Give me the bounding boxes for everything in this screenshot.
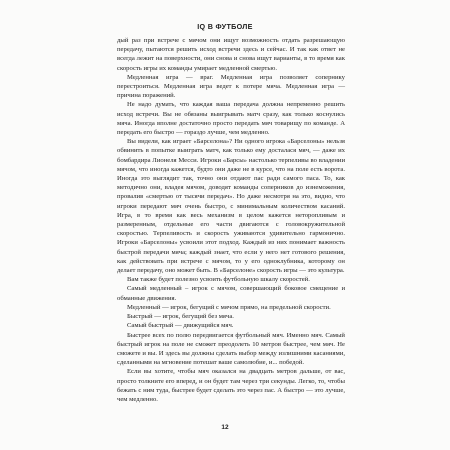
paragraph: дый раз при встрече с мячом они ищут возможность отдать разрешающую передачу, пытаются решить исход встречи здесь и сейчас. И так как ответ не всегда лежит на поверхности, они снова и снова ищут варианты, в то время как скорость игры их команды умирает медленной смертью. xyxy=(117,37,345,72)
paragraph: Вы видели, как играет «Барселона»? Ни одного игрока «Барселоны» нельзя обвинить в попытке выиграть матч, как только ему досталася мяч, — даже их бомбардира Лионеля Месси. Игроки «Барсы» настолько терпеливы во владении мячом, что иногда кажется, будто они даже не в курсе, что на поле есть ворота. Иногда это выглядит так, точно они отдают пас ради самого паса. То, как методично они, владея мячом, доводят команды соперников до изнеможения, провалив «смертью от тысячи передач». Но даже несмотря на это, видно, что игроки передают мяч очень быстро, с минимальным количеством касаний. Игра, в то время как весь механизм в целом кажется неторопливым и размеренным, отдельные его части двигаются с головокружительной скоростью. Терпеливость и скорость уживаются удивительно гармонично. Игроки «Барселоны» усвоили этот подход. Каждый из них понимает важность быстрой передачи мяча; каждый знает, что если у него нет готового решения, как действовать при встрече с мячом, то у его одноклубника, которому он делает передачу, оно может быть. В «Барселоне» скорость игры — это культура. xyxy=(117,138,345,275)
body-text xyxy=(117,36,345,404)
page-number: 12 xyxy=(221,424,229,431)
paragraph: Не надо думать, что каждая ваша передача должна непременно решить исход встречи. Вы не обязаны выигрывать матч сразу, как только коснулись мяча. Иногда вполне достаточно просто передать мяч товарищу по команде. А передать его быстро — гораздо лучше, чем медленно. xyxy=(117,101,345,137)
paragraph: Быстрее всех по полю передвигается футбольный мяч. Именно мяч. Самый быстрый игрок на поле не сможет преодолеть 10 метров быстрее, чем мяч. Не сможете и вы. И здесь вы должны сделать выбор между излишними касаниями, сделанными на мгновение потешат ваше самолюбие, и... победой. xyxy=(117,331,345,367)
paragraph: Быстрый — игрок, бегущий без мяча. xyxy=(127,313,234,321)
paragraph: Вам также будет полезно усвоить футбольную шкалу скоростей. xyxy=(127,276,310,284)
running-header: IQ В ФУТБОЛЕ xyxy=(197,22,253,31)
paragraph: Если вы хотите, чтобы мяч оказался на двадцать метров дальше, от вас, просто толкните его вперед, и он будет там через три секунды. Легко, то, чтобы бежать с ним туда, быстрее будет сделать это через пас. А быстро — это лучше, чем медленно. xyxy=(117,368,345,403)
paragraph: Самый быстрый — движущийся мяч. xyxy=(127,322,234,330)
paragraph: Самый медленный – игрок с мячом, совершающий боковое смещение и обманные движения. xyxy=(117,285,345,302)
paragraph: Медленная игра — враг. Медленная игра позволяет сопернику перестроиться. Медленная игра ведет к потере мяча. Медленная игра — причина поражений. xyxy=(117,73,345,100)
paragraph: Медленный — игрок, бегущий с мячом прямо, на предельной скорости. xyxy=(127,303,331,311)
